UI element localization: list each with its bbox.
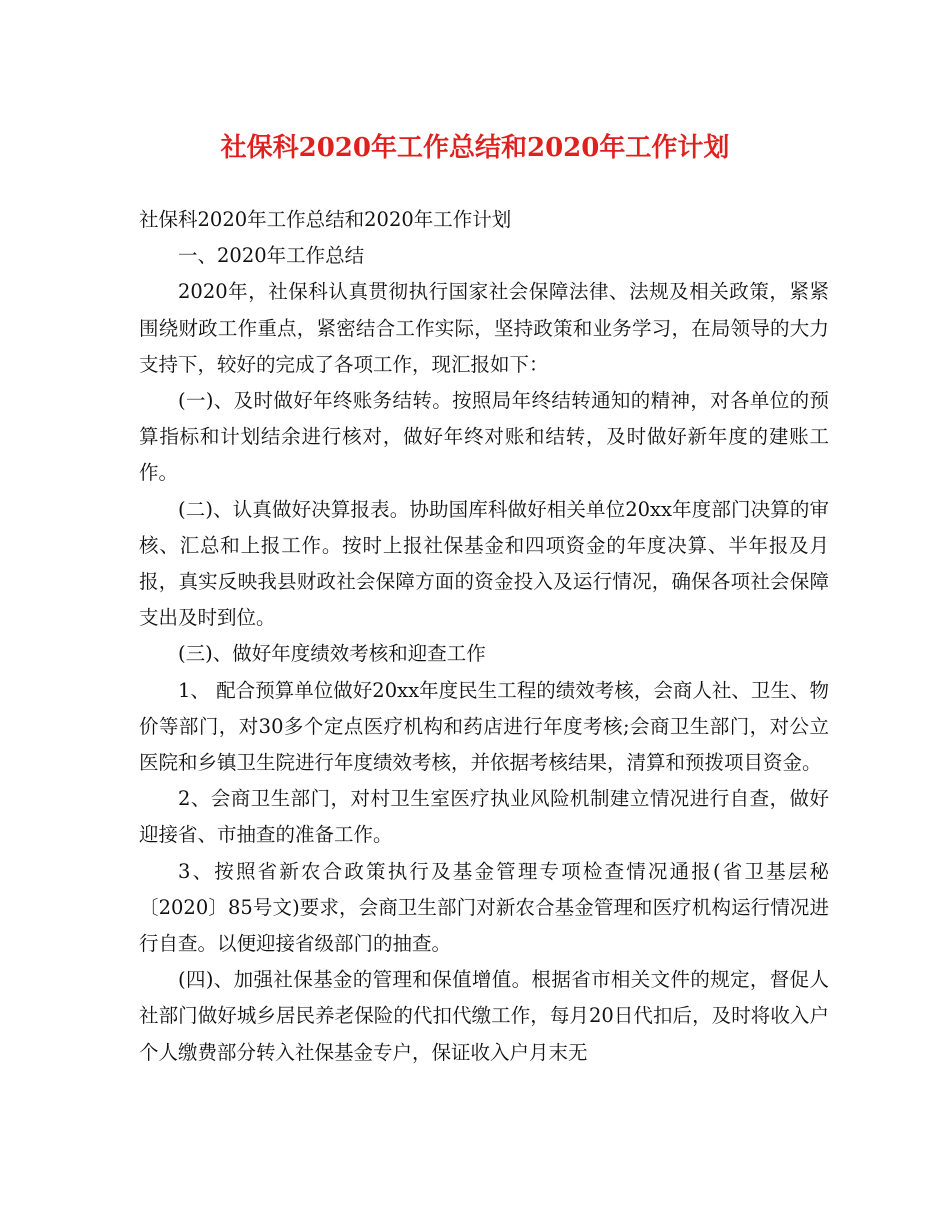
paragraph: (三)、做好年度绩效考核和迎查工作	[178, 642, 486, 666]
paragraph: 2020年，社保科认真贯彻执行国家社会保障法律、法规及相关政策，紧紧围绕财政工作重点，紧密结合工作实际，坚持政策和业务学习，在局领导的大力支持下，较好的完成了各项工作，现汇报如下：	[139, 280, 829, 376]
paragraph: 3、按照省新农合政策执行及基金管理专项检查情况通报(省卫基层秘〔2020〕85号文)要求，会商卫生部门对新农合基金管理和医疗机构运行情况进行自查。以便迎接省级部门的抽查。	[139, 859, 829, 956]
paragraph: 2、会商卫生部门，对村卫生室医疗执业风险机制建立情况进行自查，做好迎接省、市抽查的准备工作。	[139, 787, 829, 847]
paragraph: (一)、及时做好年终账务结转。按照局年终结转通知的精神，对各单位的预算指标和计划结余进行核对，做好年终对账和结转，及时做好新年度的建账工作。	[139, 389, 829, 485]
paragraph: (二)、认真做好决算报表。协助国库科做好相关单位20xx年度部门决算的审核、汇总和上报工作。按时上报社保基金和四项资金的年度决算、半年报及月报，真实反映我县财政社会保障方面的资金投入及运行情况，确保各项社会保障支出及时到位。	[139, 497, 829, 630]
document-title: 社保科2020年工作总结和2020年工作计划	[220, 133, 730, 163]
paragraph: (四)、加强社保基金的管理和保值增值。根据省市相关文件的规定，督促人社部门做好城乡居民养老保险的代扣代缴工作，每月20日代扣后，及时将收入户个人缴费部分转入社保基金专户，保证收入户月末无	[139, 968, 829, 1064]
paragraph: 一、2020年工作总结	[178, 244, 365, 268]
document-body	[139, 202, 829, 1071]
paragraph: 社保科2020年工作总结和2020年工作计划	[139, 208, 512, 231]
paragraph: 1、 配合预算单位做好20xx年度民生工程的绩效考核，会商人社、卫生、物价等部门，对30多个定点医疗机构和药店进行年度考核;会商卫生部门，对公立医院和乡镇卫生院进行年度绩效考核，并依据考核结果，清算和预拨项目资金。	[139, 678, 829, 775]
